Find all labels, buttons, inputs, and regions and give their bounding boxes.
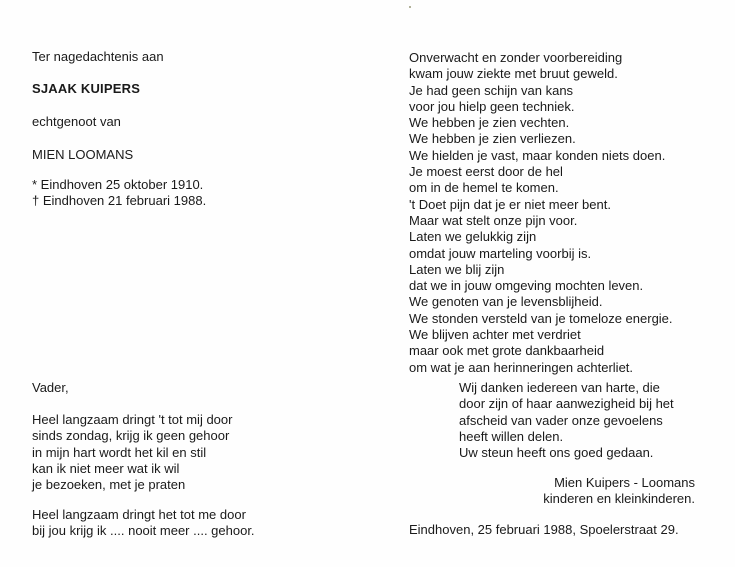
birth-line: * Eindhoven 25 oktober 1910. [32, 177, 204, 192]
poem-line: Laten we gelukkig zijn [409, 229, 537, 245]
thanks-line: Wij danken iedereen van harte, die [459, 380, 660, 395]
poem-line: kwam jouw ziekte met bruut geweld. [409, 66, 618, 82]
poem-line: kan ik niet meer wat ik wil [32, 460, 180, 476]
poem-line: Laten we blij zijn [409, 261, 505, 277]
poem-line: We hebben je zien vechten. [409, 115, 570, 131]
thanks-paragraph [459, 380, 674, 461]
signature-block [543, 475, 695, 508]
signature-line: kinderen en kleinkinderen. [543, 491, 695, 507]
poem-line: Heel langzaam dringt het tot me door [32, 507, 246, 522]
thanks-line: Uw steun heeft ons goed gedaan. [459, 445, 654, 461]
poem-line: We genoten van je levensblijheid. [409, 294, 603, 310]
poem-line: Maar wat stelt onze pijn voor. [409, 212, 578, 228]
poem-line: Heel langzaam dringt 't tot mij door [32, 412, 233, 427]
poem-title: Vader, [32, 380, 69, 395]
poem-line: sinds zondag, krijg ik geen gehoor [32, 428, 230, 444]
poem-line: omdat jouw marteling voorbij is. [409, 245, 592, 261]
poem-line: in mijn hart wordt het kil en stil [32, 444, 207, 460]
signature-line: Mien Kuipers - Loomans [554, 475, 695, 490]
right-poem [409, 50, 673, 376]
poem-line: voor jou hielp geen techniek. [409, 98, 575, 114]
poem-line: We hielden je vast, maar konden niets doen. [409, 147, 666, 163]
thanks-line: afscheid van vader onze gevoelens [459, 412, 663, 428]
poem-line: maar ook met grote dankbaarheid [409, 343, 605, 359]
poem-line: Je moest eerst door de hel [409, 164, 563, 180]
poem-line: om in de hemel te komen. [409, 180, 559, 196]
poem-line: 't Doet pijn dat je er niet meer bent. [409, 196, 611, 212]
poem-line: Onverwacht en zonder voorbereiding [409, 50, 623, 65]
spouse-name: MIEN LOOMANS [32, 147, 134, 162]
relation-text: echtgenoot van [32, 114, 121, 129]
poem-line: We hebben je zien verliezen. [409, 131, 576, 147]
poem-line: Je had geen schijn van kans [409, 82, 574, 98]
poem-line: om wat je aan herinneringen achterliet. [409, 359, 634, 375]
left-poem-stanza-2 [32, 507, 255, 540]
poem-line: bij jou krijg ik .... nooit meer .... gehoor. [32, 523, 255, 539]
intro-text: Ter nagedachtenis aan [32, 49, 164, 64]
thanks-line: heeft willen delen. [459, 428, 564, 444]
thanks-line: door zijn of haar aanwezigheid bij het [459, 396, 674, 412]
deceased-name: SJAAK KUIPERS [32, 81, 141, 96]
poem-line: dat we in jouw omgeving mochten leven. [409, 278, 644, 294]
footer-place-date: Eindhoven, 25 februari 1988, Spoelerstraat 29. [409, 522, 679, 537]
print-speck [409, 6, 411, 8]
left-poem-stanza-1 [32, 412, 232, 493]
poem-line: We stonden versteld van je tomeloze energie. [409, 310, 673, 326]
death-line: † Eindhoven 21 februari 1988. [32, 193, 207, 208]
poem-line: We blijven achter met verdriet [409, 327, 581, 343]
poem-line: je bezoeken, met je praten [32, 477, 186, 493]
